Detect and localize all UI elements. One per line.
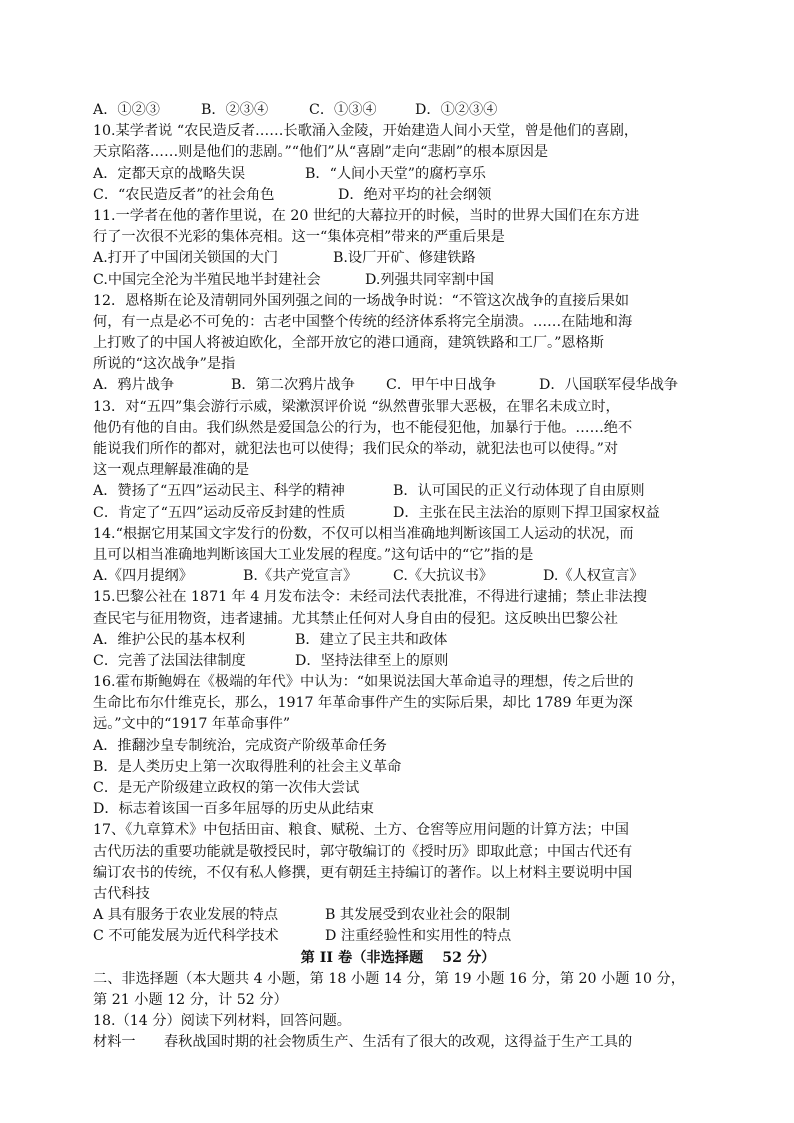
q10-options-row-2 xyxy=(93,185,703,206)
q10-option-d: D．绝对平均的社会纲领 xyxy=(338,186,492,203)
q13-stem-line-2: 他仍有他的自由。我们纵然是爱国急公的行为，也不能侵犯他，加暴行于他。……绝不 xyxy=(93,419,633,436)
q11-stem-line-2: 行了一次很不光彩的集体亮相。这一“集体亮相”带来的严重后果是 xyxy=(93,229,505,246)
q15-option-d: D．坚持法律至上的原则 xyxy=(295,652,449,669)
q15-option-c: C．完善了法国法律制度 xyxy=(93,652,246,669)
q13-option-c: C．肯定了“五四”运动反帝反封建的性质 xyxy=(93,504,346,521)
q15-option-a: A．维护公民的基本权利 xyxy=(93,631,246,648)
q15-option-b: B．建立了民主共和政体 xyxy=(295,631,448,648)
q13-option-a: A．赞扬了“五四”运动民主、科学的精神 xyxy=(93,483,345,500)
q16-stem-line-1: 16.霍布斯鲍姆在《极端的年代》中认为：“如果说法国大革命追寻的理想，传之后世的 xyxy=(93,674,634,691)
q11-options-row-1 xyxy=(93,248,703,269)
q15-options-row-2 xyxy=(93,651,703,672)
q13-options-row-2 xyxy=(93,503,703,524)
q14-option-d: D.《人权宣言》 xyxy=(543,568,644,585)
q14-stem-line-2: 且可以相当准确地判断该国大工业发展的程度。”这句话中的“它”指的是 xyxy=(93,546,534,563)
q16-stem-line-2: 生命比布尔什维克长，那么，1917 年革命事件产生的实际后果，却比 1789 年更为深 xyxy=(93,695,633,712)
q16-option-a: A．推翻沙皇专制统治，完成资产阶级革命任务 xyxy=(93,737,387,754)
q16-option-b: B．是人类历史上第一次取得胜利的社会主义革命 xyxy=(93,758,402,775)
q12-stem-line-1: 12．恩格斯在论及清朝同外国列强之间的一场战争时说：“不管这次战争的直接后果如 xyxy=(93,292,630,309)
q13-stem-line-1: 13．对“五四”集会游行示威，梁漱溟评价说 “纵然曹张罪大恶极，在罪名未成立时， xyxy=(93,398,620,415)
q14-option-c: C.《大抗议书》 xyxy=(393,568,493,585)
q10-option-a: A．定都天京的战略失误 xyxy=(93,165,246,182)
q17-stem-line-3: 编订农书的传统，不仅有私人修撰，更有朝廷主持编订的著作。以上材料主要说明中国 xyxy=(93,864,633,881)
q10-stem-line-1: 10.某学者说 “农民造反者……长歌涌入金陵，开始建造人间小天堂，曾是他们的喜剧， xyxy=(93,123,639,140)
q17-option-a: A 具有服务于农业发展的特点 xyxy=(93,907,279,924)
q10-options-row-1 xyxy=(93,164,703,185)
q13-option-d: D．主张在民主法治的原则下捍卫国家权益 xyxy=(393,504,660,521)
q12-stem-line-4: 所说的“这次战争”是指 xyxy=(93,356,236,373)
q15-stem-line-1: 15.巴黎公社在 1871 年 4 月发布法令：未经司法代表批准，不得进行逮捕；禁止非法搜 xyxy=(93,589,647,606)
q17-option-b: B 其发展受到农业社会的限制 xyxy=(325,907,511,924)
section-2-instructions-line-2: 第 21 小题 12 分，计 52 分） xyxy=(93,991,288,1008)
section-2-instructions-line-1: 二、非选择题（本大题共 4 小题，第 18 小题 14 分，第 19 小题 16 分，第 20 小题 10 分， xyxy=(93,970,685,987)
q15-options-row-1 xyxy=(93,630,703,651)
q9-options xyxy=(93,100,703,121)
q17-stem-line-1: 17、《九章算术》中包括田亩、粮食、赋税、土方、仓窖等应用问题的计算方法；中国 xyxy=(93,822,629,839)
q12-option-b: B．第二次鸦片战争 xyxy=(231,377,355,394)
q14-option-b: B.《共产党宣言》 xyxy=(243,568,358,585)
q14-stem-line-1: 14.“根据它用某国文字发行的份数，不仅可以相当准确地判断该国工人运动的状况，而 xyxy=(93,525,634,542)
q15-stem-line-2: 查民宅与征用物资，违者逮捕。尤其禁止任何对人身自由的侵犯。这反映出巴黎公社 xyxy=(93,610,618,627)
q11-option-b: B.设厂开矿、修建铁路 xyxy=(333,250,476,267)
q9-option-b: B．②③④ xyxy=(201,102,269,118)
q18-material-1: 材料一 春秋战国时期的社会物质生产、生活有了很大的改观，这得益于生产工具的 xyxy=(93,1034,633,1051)
q14-options xyxy=(93,566,703,587)
q12-option-c: C．甲午中日战争 xyxy=(386,377,497,394)
q12-options xyxy=(93,375,703,396)
q16-option-c: C．是无产阶级建立政权的第一次伟大尝试 xyxy=(93,780,360,796)
q11-options-row-2 xyxy=(93,270,703,291)
q11-option-c: C.中国完全沦为半殖民地半封建社会 xyxy=(93,271,321,288)
q12-option-a: A．鸦片战争 xyxy=(93,377,175,394)
q11-option-a: A.打开了中国闭关锁国的大门 xyxy=(93,250,279,267)
q17-stem-line-4: 古代科技 xyxy=(93,885,150,902)
q11-stem-line-1: 11.一学者在他的著作里说，在 20 世纪的大幕拉开的时候，当时的世界大国们在东方进 xyxy=(93,207,640,224)
q16-stem-line-3: 远。”文中的“1917 年革命事件” xyxy=(93,716,291,733)
q12-stem-line-3: 上打败了的中国人将被迫欧化，全部开放它的港口通商，建筑铁路和工厂。”恩格斯 xyxy=(93,335,604,352)
q12-option-d: D．八国联军侵华战争 xyxy=(539,377,679,394)
q13-stem-line-4: 这一观点理解最准确的是 xyxy=(93,462,250,479)
exam-page xyxy=(93,100,703,1053)
q11-option-d: D.列强共同宰割中国 xyxy=(365,271,494,288)
q17-option-d: D 注重经验性和实用性的特点 xyxy=(325,928,512,945)
q10-option-c: C．“农民造反者”的社会角色 xyxy=(93,186,275,203)
q17-options-row-1 xyxy=(93,905,703,926)
q17-options-row-2 xyxy=(93,926,703,947)
q10-stem-line-2: 天京陷落……则是他们的悲剧。”“他们”从“喜剧”走向“悲剧”的根本原因是 xyxy=(93,144,549,161)
q18-heading: 18.（14 分）阅读下列材料，回答问题。 xyxy=(93,1013,351,1030)
q13-option-b: B．认可国民的正义行动体现了自由原则 xyxy=(393,483,645,500)
q10-option-b: B．“人间小天堂”的腐朽享乐 xyxy=(305,165,486,182)
q9-option-d: D．①②③④ xyxy=(415,102,498,118)
q16-option-d: D．标志着该国一百多年屈辱的历史从此结束 xyxy=(93,801,374,818)
q9-option-c: C．①③④ xyxy=(309,102,377,118)
q13-stem-line-3: 能说我们所作的都对，就犯法也可以使得；我们民众的举动，就犯法也可以使得。”对 xyxy=(93,441,619,457)
q14-option-a: A.《四月提纲》 xyxy=(93,568,193,585)
q17-option-c: C 不可能发展为近代科学技术 xyxy=(93,928,279,945)
q12-stem-line-2: 何，有一点是必不可免的：古老中国整个传统的经济体系将完全崩溃。……在陆地和海 xyxy=(93,313,633,330)
q13-options-row-1 xyxy=(93,481,703,502)
section-2-title: 第 II 卷（非选择题 52 分） xyxy=(300,949,496,966)
q9-option-a: A．①②③ xyxy=(93,102,160,118)
q17-stem-line-2: 古代历法的重要功能就是敬授民时，郭守敬编订的《授时历》即取此意；中国古代还有 xyxy=(93,843,633,860)
